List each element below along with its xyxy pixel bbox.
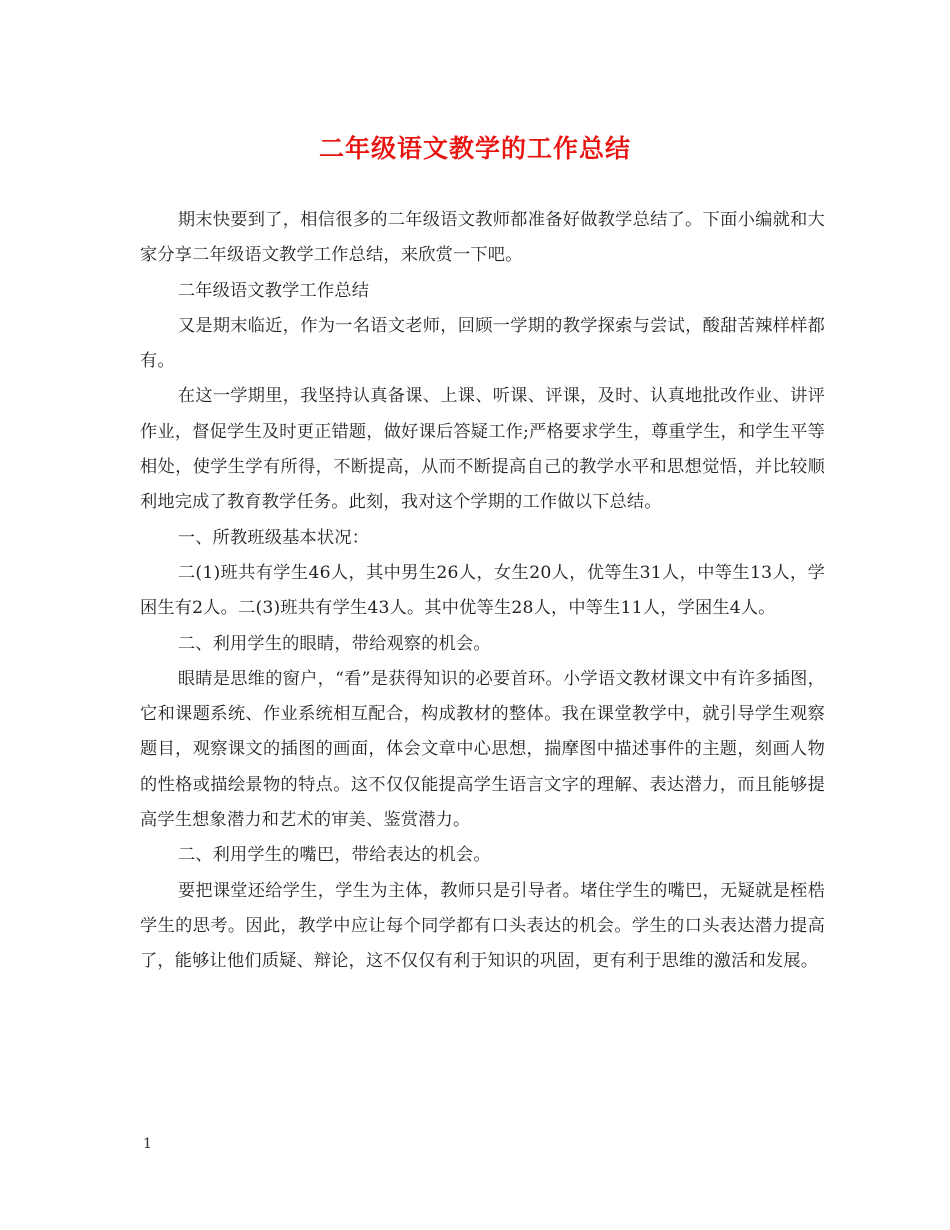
document-body: [140, 203, 825, 980]
paragraph-intro: 期末快要到了，相信很多的二年级语文教师都准备好做教学总结了。下面小编就和大家分享二年级语文教学工作总结，来欣赏一下吧。: [140, 210, 825, 266]
paragraph-mouth: 要把课堂还给学生，学生为主体，教师只是引导者。堵住学生的嘴巴，无疑就是桎梏学生的思考。因此，教学中应让每个同学都有口头表达的机会。学生的口头表达潜力提高了，能够让他们质疑、辩论，这不仅仅有利于知识的巩固，更有利于思维的激活和发展。: [140, 880, 825, 972]
paragraph-semester-work: 在这一学期里，我坚持认真备课、上课、听课、评课，及时、认真地批改作业、讲评作业，督促学生及时更正错题，做好课后答疑工作;严格要求学生，尊重学生，和学生平等相处，使学生学有所得，不断提高，从而不断提高自己的教学水平和思想觉悟，并比较顺利地完成了教育教学任务。此刻，我对这个学期的工作做以下总结。: [140, 386, 825, 513]
section-heading-class-status: 一、所教班级基本状况：: [177, 527, 370, 548]
document-title: 二年级语文教学的工作总结: [318, 134, 631, 163]
section-heading-eyes: 二、利用学生的眼睛，带给观察的机会。: [177, 633, 491, 654]
page-number: 1: [143, 1136, 152, 1152]
paragraph-eyes: 眼睛是思维的窗户，“看”是获得知识的必要首环。小学语文教材课文中有许多插图，它和课题系统、作业系统相互配合，构成教材的整体。我在课堂教学中，就引导学生观察题目，观察课文的插图的画面，体会文章中心思想，揣摩图中描述事件的主题，刻画人物的性格或描绘景物的特点。这不仅仅能提高学生语言文字的理解、表达潜力，而且能够提高学生想象潜力和艺术的审美、鉴赏潜力。: [140, 668, 825, 831]
paragraph-class-status: 二(1)班共有学生46人，其中男生26人，女生20人，优等生31人，中等生13人，学困生有2人。二(3)班共有学生43人。其中优等生28人，中等生11人，学困生4人。: [140, 562, 825, 619]
paragraph-subtitle: 二年级语文教学工作总结: [177, 280, 370, 301]
section-heading-mouth: 二、利用学生的嘴巴，带给表达的机会。: [177, 845, 491, 866]
paragraph-opening: 又是期末临近，作为一名语文老师，回顾一学期的教学探索与尝试，酸甜苦辣样样都有。: [140, 315, 825, 372]
